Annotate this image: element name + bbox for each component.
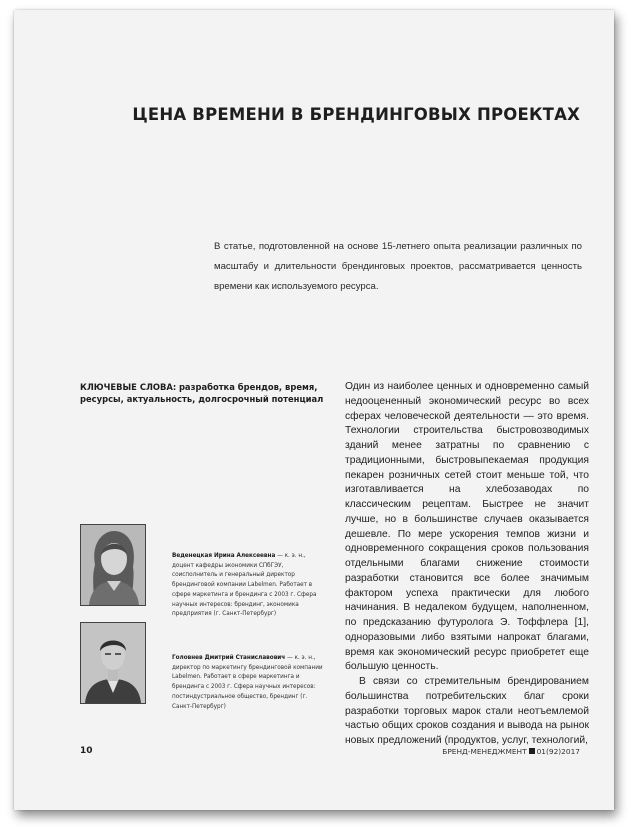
author-info [172, 654, 324, 712]
author-name: Головнев Дмитрий Станиславович [172, 655, 286, 661]
journal-name: БРЕНД-МЕНЕДЖМЕНТ [442, 747, 527, 756]
author-description: — к. э. н., доцент кафедры экономики СПбГЭУ, cоисполнитель и генеральный директор брендинговой компании Labelmen. Работает в сфере маркетинга и брендинга с 2003 г. Сфера научных интересов: брендинг, экономика предприятия (г. Санкт-Петербург) [172, 553, 317, 618]
article-title: ЦЕНА ВРЕМЕНИ В БРЕНДИНГОВЫХ ПРОЕКТАХ [132, 105, 580, 124]
body-paragraph: Один из наиболее ценных и одновременно самый недооцененный экономический ресурс во всех сферах человеческой деятельности — это время. Технологии строительства быстровозводимых зданий менее затратны по сравнению с традиционными, быстровыпекаемая продукция пекарен розничных сетей стоит меньше той, что изготавливается на хлебозаводах по классическим рецептам. Быстрее не значит лучше, но в большинстве случаев оказывается дешевле. По мере ускорения темпов жизни и одновременного сокращения сроков пользования отдельными благами снижение стоимости разработки становится все более значимым фактором успеха практически для любого начинания. В недалеком будущем, наполненном, по предсказанию футуролога Э. Тоффлера [1], одноразовыми либо взятыми напрокат благами, время как экономический ресурс приобретет еще большую ценность. [345, 381, 589, 673]
author-description: — к. э. н., директор по маркетингу брендинговой компании Labelmen. Работает в сфере маркетинга и брендинга с 2003 г. Сфера научных интересов: постиндустриальное общество, брендинг (г. Санкт-Петербург) [172, 655, 323, 710]
journal-page [14, 10, 614, 810]
body-paragraph: В связи со стремительным брендированием большинства потребительских благ сроки разработки торговых марок стали неотъемлемой частью общих сроков создания и вывода на рынок новых предложений (продуктов, услуг, технологий, [345, 676, 589, 746]
square-bullet-icon [529, 748, 535, 754]
author-photo-male [80, 622, 146, 704]
author-info [172, 552, 324, 620]
journal-issue: 01(92)2017 [536, 747, 580, 756]
keywords-block [80, 382, 324, 405]
author-photo-female [80, 524, 146, 606]
keywords-label: КЛЮЧЕВЫЕ СЛОВА: [80, 382, 177, 392]
portrait-image [81, 525, 145, 605]
article-body [345, 380, 589, 749]
author-name: Веденецкая Ирина Алексеевна [172, 553, 276, 559]
article-abstract: В статье, подготовленной на основе 15-летнего опыта реализации различных по масштабу и длительности брендинговых проектов, рассматривается ценность времени как используемого ресурса. [214, 241, 582, 292]
portrait-image [81, 623, 145, 703]
keywords-text: разработка брендов, время, ресурсы, актуальность, долгосрочный потенциал [80, 382, 324, 404]
journal-footer [442, 747, 580, 756]
page-number: 10 [80, 746, 93, 756]
